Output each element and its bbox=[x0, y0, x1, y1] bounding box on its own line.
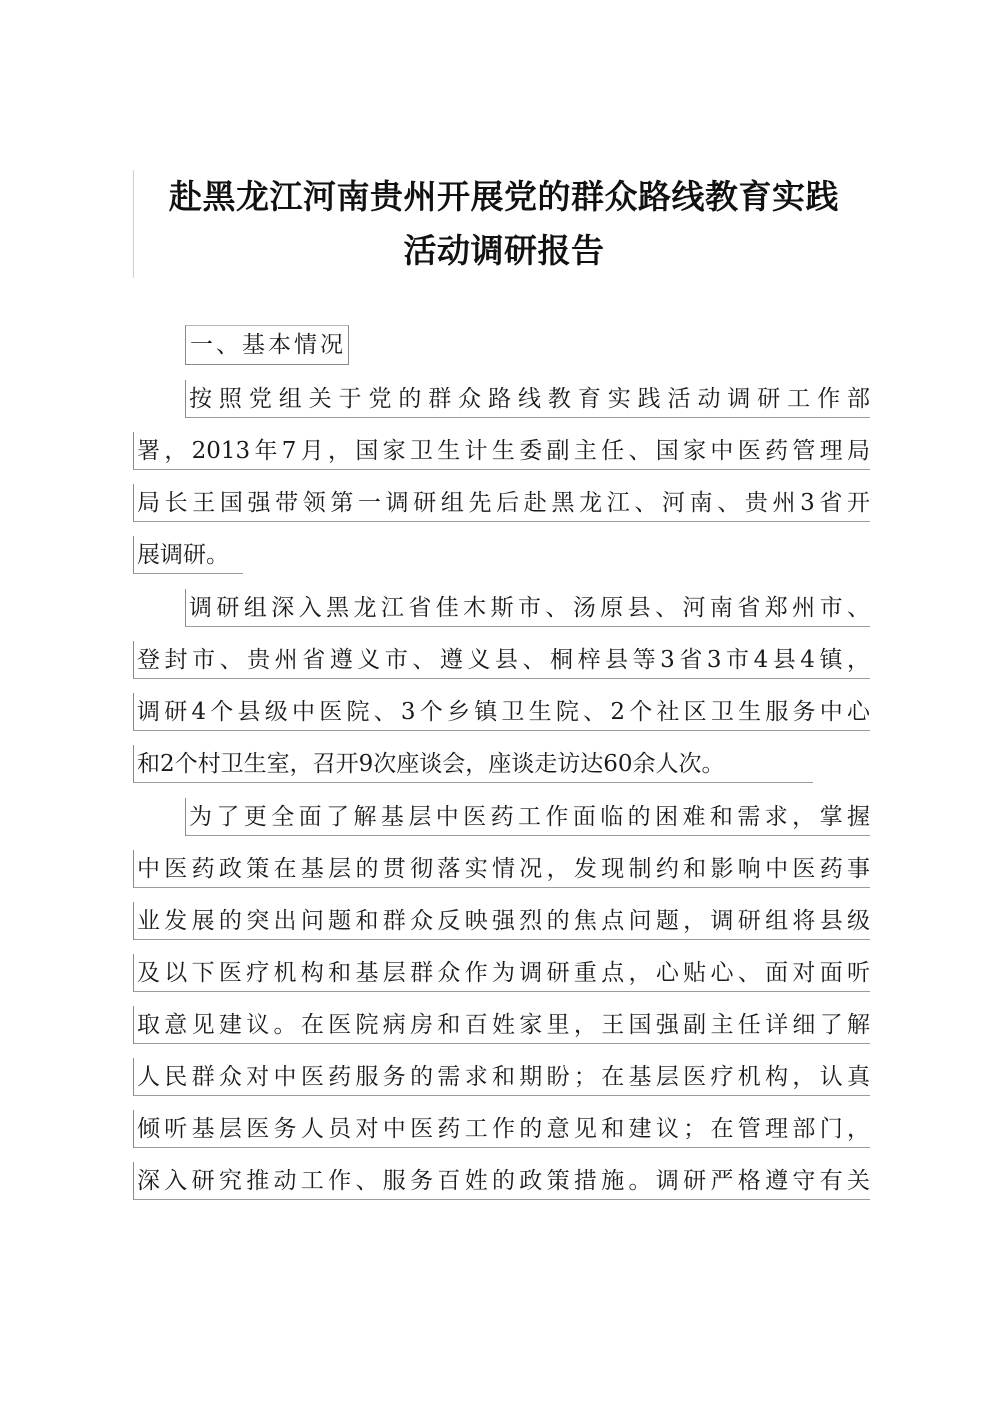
paragraph-line: 深入研究推动工作、服务百姓的政策措施。调研严格遵守有关 bbox=[133, 1162, 870, 1200]
paragraph-line: 取意见建议。在医院病房和百姓家里，王国强副主任详细了解 bbox=[133, 1006, 870, 1044]
document-title bbox=[133, 170, 874, 278]
paragraph-line: 倾听基层医务人员对中医药工作的意见和建议；在管理部门， bbox=[133, 1110, 870, 1148]
paragraph-line: 人民群众对中医药服务的需求和期盼；在基层医疗机构，认真 bbox=[133, 1058, 870, 1096]
paragraph-line: 按照党组关于党的群众路线教育实践活动调研工作部 bbox=[185, 380, 870, 418]
paragraph-line: 调研组深入黑龙江省佳木斯市、汤原县、河南省郑州市、 bbox=[185, 589, 870, 627]
paragraph-line: 中医药政策在基层的贯彻落实情况，发现制约和影响中医药事 bbox=[133, 850, 870, 888]
paragraph-line: 业发展的突出问题和群众反映强烈的焦点问题，调研组将县级 bbox=[133, 902, 870, 940]
paragraph-line: 及以下医疗机构和基层群众作为调研重点，心贴心、面对面听 bbox=[133, 954, 870, 992]
paragraph-line: 署，2013年7月，国家卫生计生委副主任、国家中医药管理局 bbox=[133, 432, 870, 470]
paragraph-line: 调研4个县级中医院、3个乡镇卫生院、2个社区卫生服务中心 bbox=[133, 693, 870, 731]
paragraph-line: 和2个村卫生室，召开9次座谈会，座谈走访达60余人次。 bbox=[133, 745, 813, 783]
paragraph-line: 为了更全面了解基层中医药工作面临的困难和需求，掌握 bbox=[185, 798, 870, 836]
paragraph-line: 局长王国强带领第一调研组先后赴黑龙江、河南、贵州3省开 bbox=[133, 484, 870, 522]
title-line-1: 赴黑龙江河南贵州开展党的群众路线教育实践 bbox=[169, 177, 839, 216]
paragraph-line: 登封市、贵州省遵义市、遵义县、桐梓县等3省3市4县4镇， bbox=[133, 641, 870, 679]
paragraph-line: 展调研。 bbox=[133, 536, 243, 574]
title-line-2: 活动调研报告 bbox=[403, 231, 605, 270]
section-heading: 一、基本情况 bbox=[185, 325, 349, 365]
